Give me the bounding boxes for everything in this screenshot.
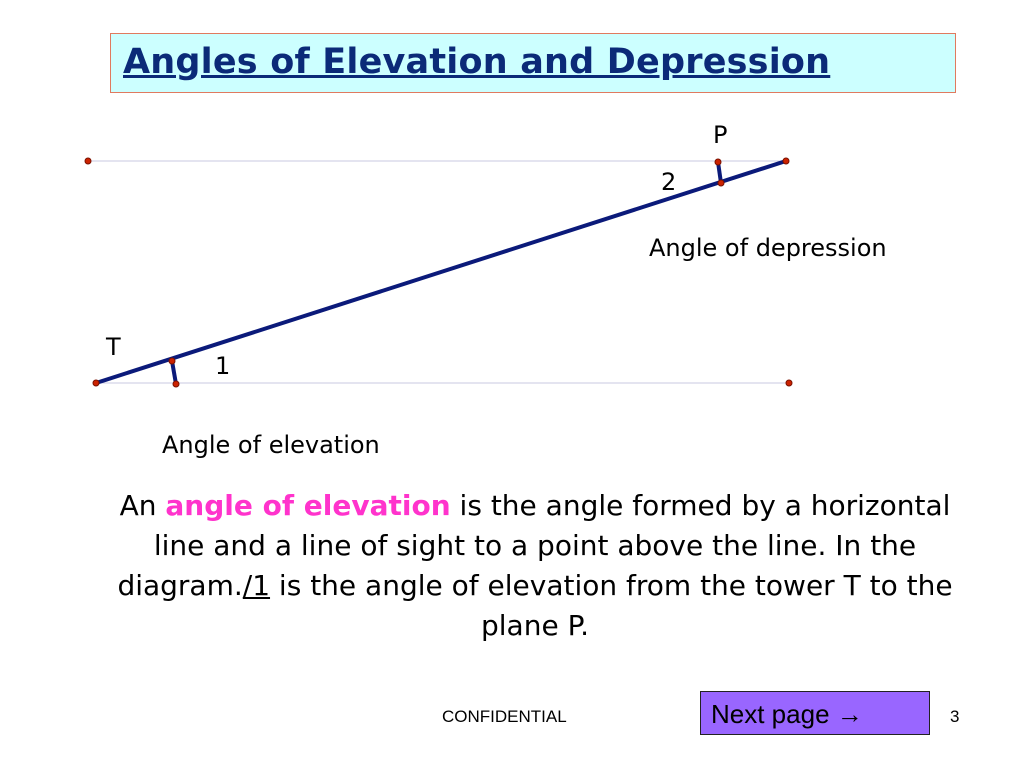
definition-paragraph [100, 486, 970, 646]
angle-1-marker [172, 361, 176, 384]
caption-depression: Angle of depression [649, 234, 887, 262]
confidential-label: CONFIDENTIAL [442, 707, 567, 726]
para-part2: is the angle of elevation from the tower T to the plane P. [270, 569, 953, 642]
line-of-sight [96, 161, 786, 383]
page-number: 3 [950, 707, 960, 726]
slide-title: Angles of Elevation and Depression [123, 42, 831, 82]
para-intro: An [119, 489, 166, 522]
next-page-button[interactable]: Next page → [700, 691, 930, 735]
point-upper-right [783, 158, 789, 164]
caption-elevation: Angle of elevation [162, 431, 380, 459]
point-lower-left [93, 380, 99, 386]
point-angle-1 [173, 381, 179, 387]
para-part1: is the angle formed by a horizontal line and a line of sight to a point above the line. In the diagram. [117, 489, 951, 602]
label-t: T [106, 333, 121, 361]
term-angle-of-elevation: angle of elevation [165, 489, 451, 522]
label-angle-2: 2 [661, 168, 677, 196]
point-angle-2 [718, 180, 724, 186]
angle-reference: /1 [242, 569, 271, 602]
point-lower-right [786, 380, 792, 386]
point-p [715, 159, 721, 165]
point-upper-left [85, 158, 91, 164]
point-t [169, 358, 175, 364]
label-angle-1: 1 [215, 352, 231, 380]
label-p: P [713, 121, 728, 149]
